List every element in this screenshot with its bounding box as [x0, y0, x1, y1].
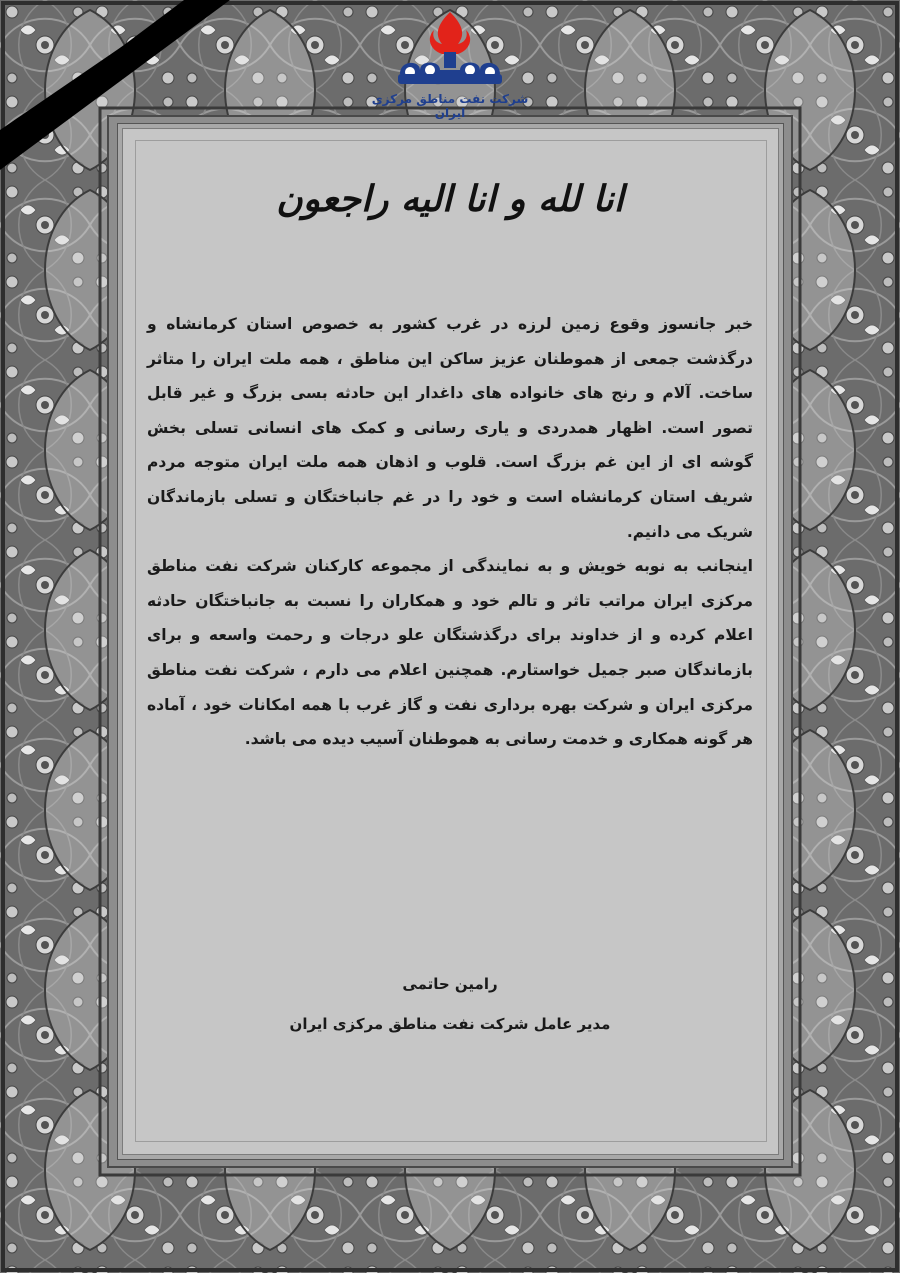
- letter-body: [147, 307, 753, 757]
- logo-caption: شرکت نفت مناطق مرکزی ایران: [371, 92, 529, 120]
- letter-paragraph-2: اینجانب به نوبه خویش و به نمایندگی از مجموعه کارکنان شرکت نفت مناطق مرکزی ایران مراتب تاثر و تالم خود و همکاران را نسبت به جانباختگان حادثه اعلام کرده و از خداوند برای درگذشتگان علو درجات و رحمت واسعه و برای بازماندگان صبر جمیل خواستارم. همچنین اعلام می دارم ، شرکت نفت مناطق مرکزی ایران و شرکت بهره برداری نفت و گاز غرب با همه امکانات خود ، آماده هر گونه همکاری و خدمت رسانی به هموطنان آسیب دیده می باشد.: [147, 557, 753, 749]
- calligraphic-heading: انا لله و انا الیه راجعون: [276, 178, 624, 220]
- signatory-name: رامین حاتمی: [402, 975, 498, 993]
- company-logo: [360, 8, 540, 120]
- flame-logo-icon: [390, 8, 510, 90]
- letter-paragraph-1: خبر جانسوز وقوع زمین لرزه در غرب کشور به خصوص استان کرمانشاه و درگذشت جمعی از هموطنان عزیز ساکن این مناطق ، همه ملت ایران را متاثر ساخت. آلام و رنج های خانواده های داغدار این حادثه بسی بزرگ و غیر قابل تصور است. اظهار همدردی و یاری رسانی و کمک های انسانی تسلی بخش گوشه ای از این غم بزرگ است. قلوب و اذهان همه ملت ایران متوجه مردم شریف استان کرمانشاه است و خود را در غم جانباختگان و تسلی بازماندگان شریک می دانیم.: [147, 315, 753, 541]
- signatory-title: مدیر عامل شرکت نفت مناطق مرکزی ایران: [289, 1015, 611, 1033]
